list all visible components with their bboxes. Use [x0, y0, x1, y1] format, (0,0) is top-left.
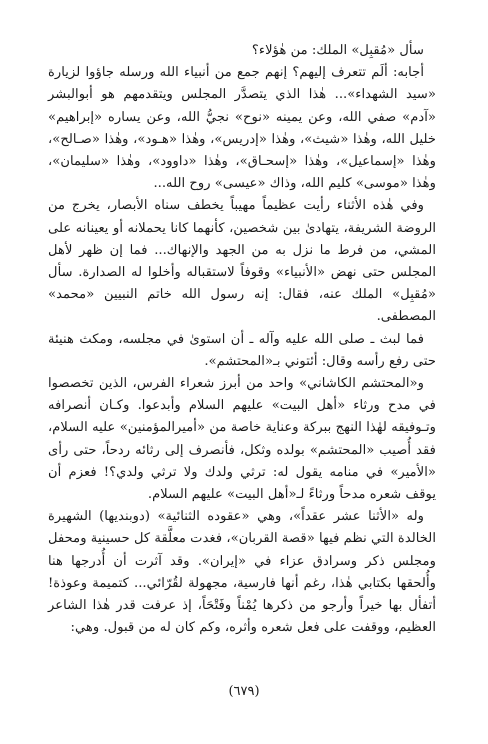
paragraph-summon-muhtasham: فما لبث ـ صلى الله عليه وآله ـ أن استوىٰ في مجلسه، ومكث هنيئة حتى رفع رأسه وقال: أئتوني بـ«المحتشم». — [48, 331, 436, 369]
page-number: (٦٧٩) — [228, 684, 260, 699]
body-text — [48, 40, 436, 639]
paragraph-muhtasham-bio: و«المحتشم الكاشاني» واحد من أبرز شعراء الفرس، الذين تخصصوا في مدح ورثاء «أهل البيت» عليهم السلام وأبدعوا. وكـان أنصرافه وتـوفيقه لهٰذا النهج ببركة وعناية خاصة من «أميرالمؤمنين» عليه السلام، فقد أُصيب «المحتشم» بولده وثكل، فأنصرف إلى رثائه ردحاً، حتى رأى «الأمير» في منامه يقول له: ترثي ولدك ولا ترثي ولدي؟! فعزم أن يوقف شعره مدحاً ورثاءً لـ«أهل البيت» عليهم السلام. — [48, 376, 436, 503]
paragraph-prophets-list: أجابه: ألَم تتعرف إليهم؟ إنهم جمع من أنبياء الله ورسله جاؤوا لزيارة «سيد الشهداء»... هٰذا الذي يتصدَّر المجلس ويتقدمهم هو أبوالبشر «آدم» صفي الله، وعن يمينه «نوح» نجيُّ الله، وعن يساره «إبراهيم» خليل الله، وهٰذا «شيث»، وهٰذا «إدريس»، وهٰذا «هـود»، وهٰذا «صـالح»، وهٰذا «إسماعيل»، وهٰذا «إسحـاق»، وهٰذا «داوود»، وهٰذا «سليمان»، وهٰذا «موسى» كليم الله، وذاك «عيسى» روح الله... — [48, 65, 436, 192]
paragraph-prophet-arrival: وفي هٰذه الأثناء رأيت عظيماً مهيباً يخطف سناه الأبصار، يخرج من الروضة الشريفة، يتهادىٰ بين شخصين، كأنهما كانا يحملانه أو يعينانه على المشي، من فرط ما نزل به من الجهد والإنهاك... فما إن ظهر لأهل المجلس حتى نهض «الأنبياء» وقوفاً لاستقباله وأخلوا له الصدارة. سأل «مُقبِل» الملك عنه، فقال: إنه رسول الله خاتم النبيين «محمد» المصطفى. — [48, 198, 436, 325]
paragraph-twelve-stanzas: وله «الأثنا عشر عقداً»، وهي «عقوده الثنائية» (دوبنديها) الشهيرة الخالدة التي نظم فيها «قصة القربان»، فغدت معلَّقة كل حسينية ومحفل ومجلس ذكر وسرادق عزاء في «إيران». وقد آثرت أن أُدرجها هنا وأُلحقها بكتابي هٰذا، رغم أنها فارسية، مجهولة لقُرّائي... كتميمة وعوذة! أتفأل بها خيراً وأرجو من ذكرها يُمْناً وفَتْحَاً، إذ عرفت قدر هٰذا الشاعر العظيم، ووقفت على فعل شعره وأثره، وكم كان له من قبول. وهي: — [48, 509, 436, 636]
paragraph-question: سأل «مُقبِل» الملك: من هٰؤلاء؟ — [251, 43, 424, 58]
